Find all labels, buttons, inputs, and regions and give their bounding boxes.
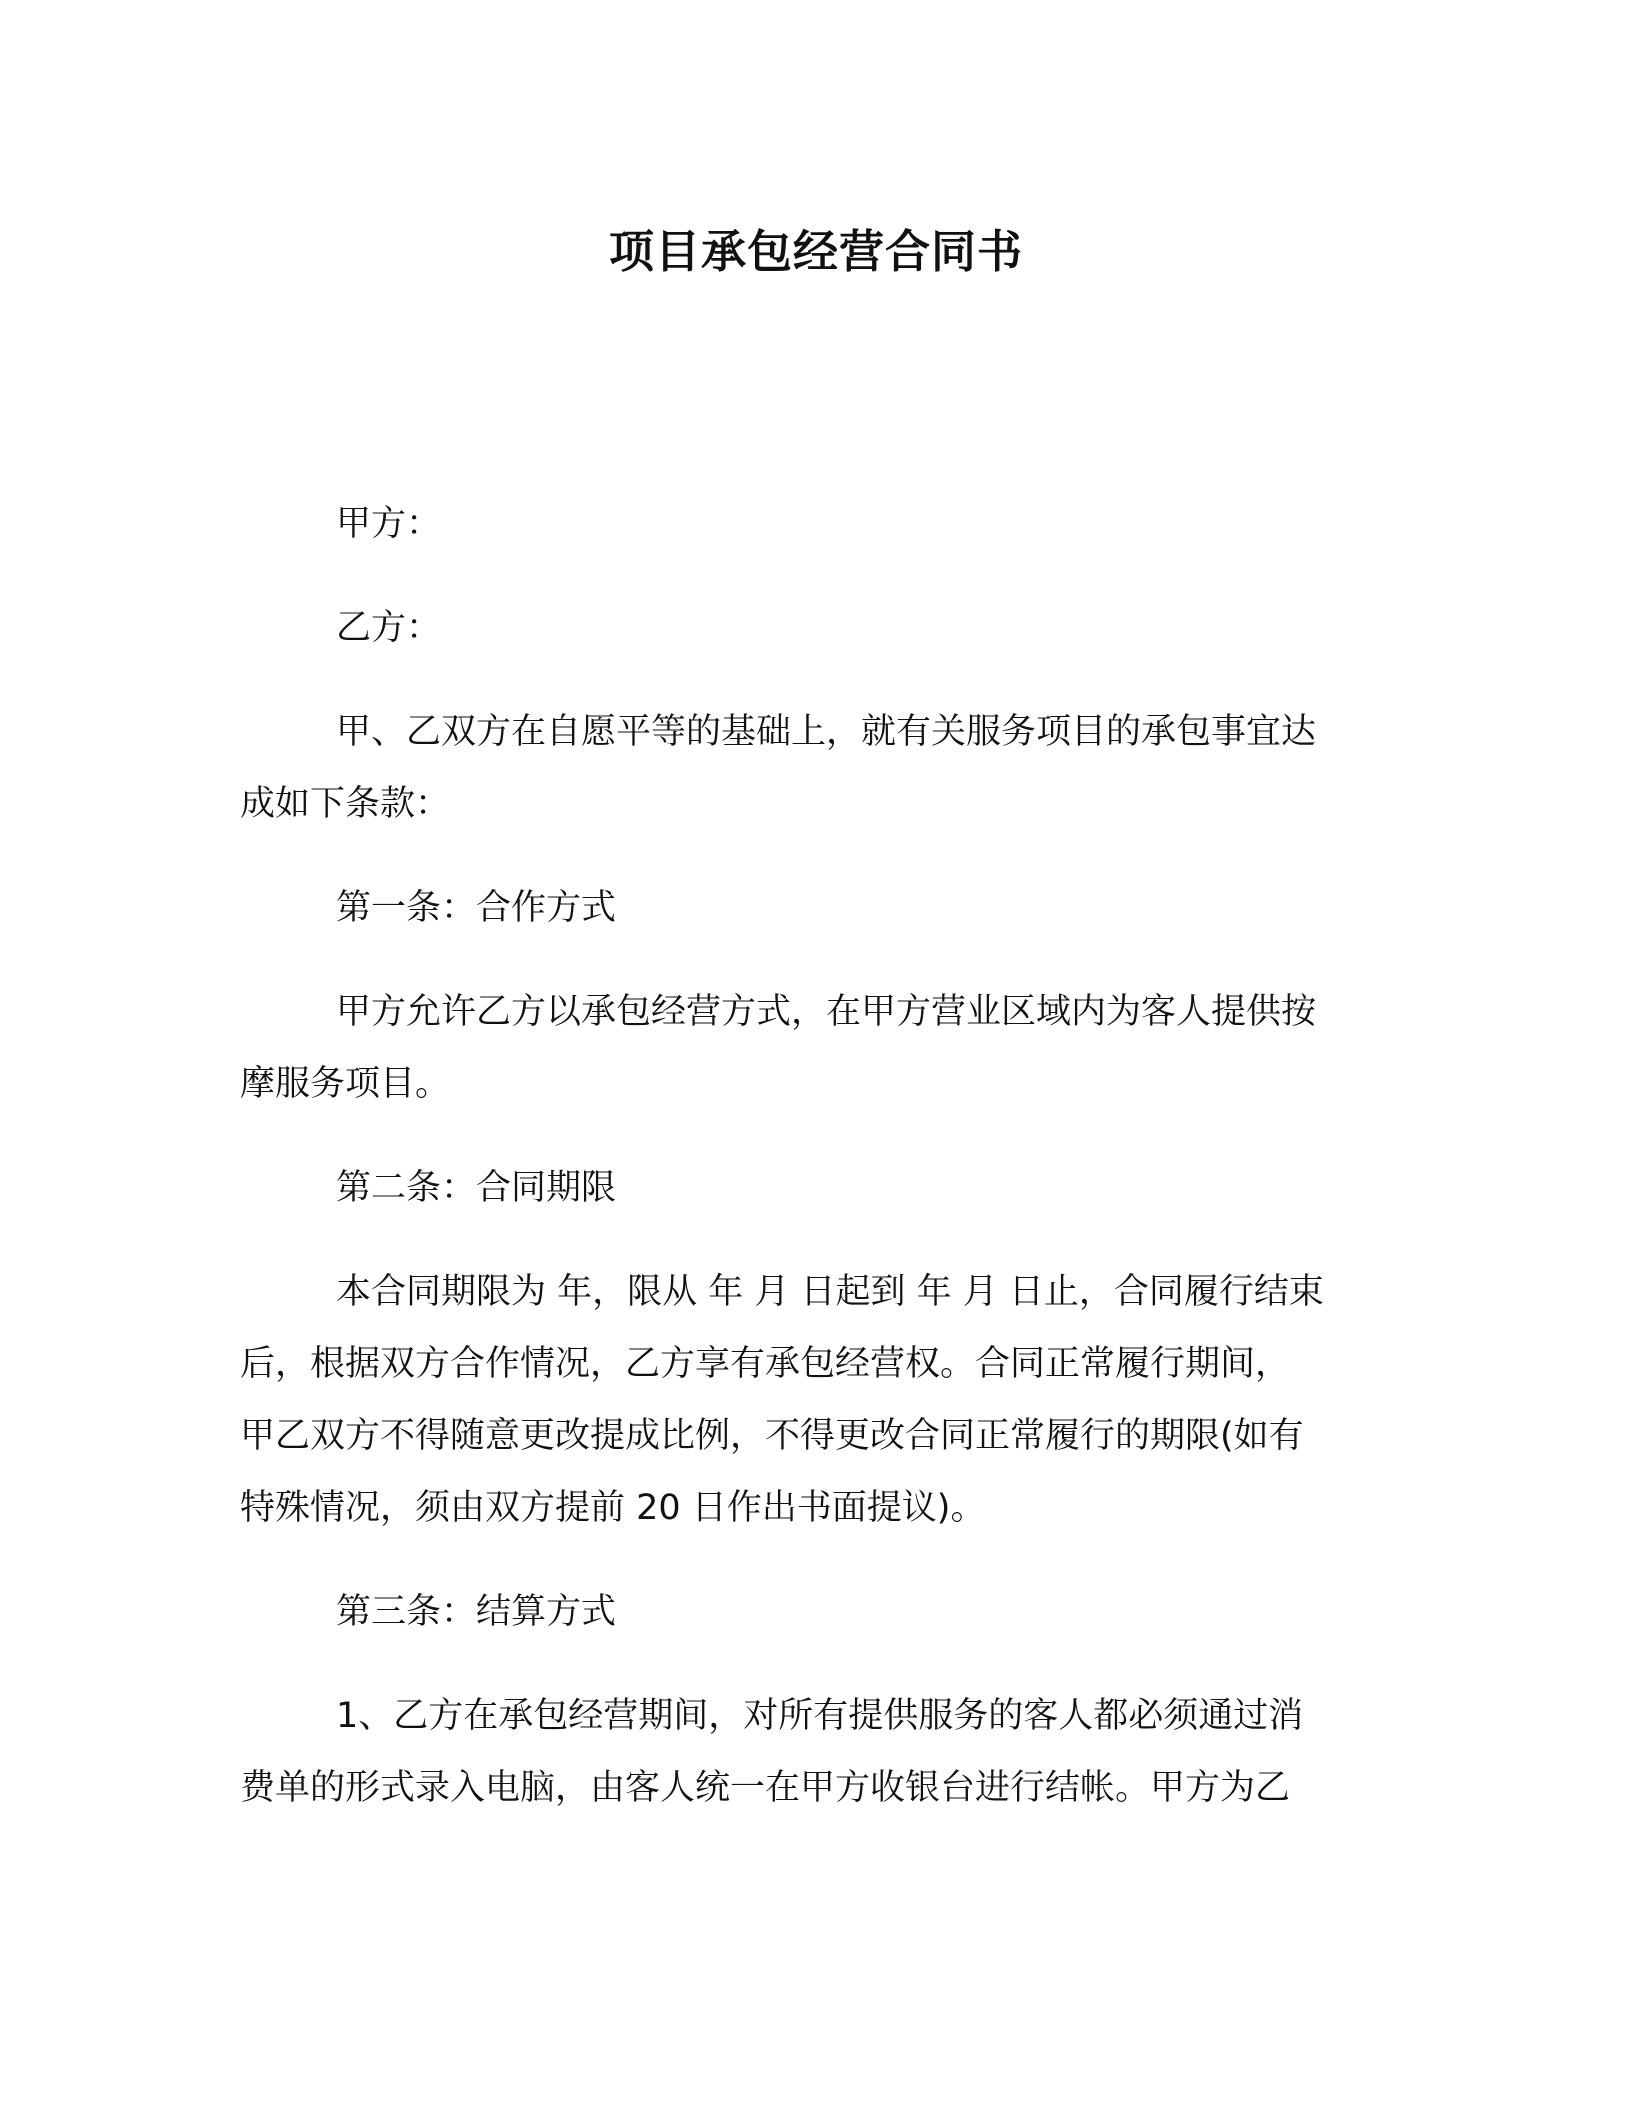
paragraph-intro	[240, 696, 1390, 840]
paragraph-party-b	[240, 592, 1390, 664]
paragraph-article-2	[240, 1256, 1390, 1544]
paragraph-party-a	[240, 488, 1390, 560]
text-line: 1、乙方在承包经营期间，对所有提供服务的客人都必须通过消	[336, 1696, 1304, 1736]
paragraph-article-3-item-1	[240, 1680, 1390, 1824]
text-line: 第二条：合同期限	[336, 1168, 617, 1208]
text-line: 乙方：	[336, 608, 442, 648]
text-line: 第一条：合作方式	[336, 888, 617, 928]
heading-article-2	[240, 1152, 1390, 1224]
heading-article-1	[240, 872, 1390, 944]
text-line: 甲方允许乙方以承包经营方式，在甲方营业区域内为客人提供按	[336, 992, 1317, 1032]
text-line: 特殊情况，须由双方提前 20 日作出书面提议)。	[240, 1488, 986, 1528]
text-line: 费单的形式录入电脑，由客人统一在甲方收银台进行结帐。甲方为乙	[240, 1768, 1291, 1808]
text-line: 摩服务项目。	[240, 1064, 451, 1104]
text-line: 甲、乙双方在自愿平等的基础上，就有关服务项目的承包事宜达	[336, 712, 1317, 752]
text-line: 甲方：	[336, 504, 442, 544]
document-title: 项目承包经营合同书	[608, 225, 1023, 278]
text-line: 本合同期限为 年，限从 年 月 日起到 年 月 日止，合同履行结束	[336, 1272, 1324, 1312]
heading-article-3	[240, 1576, 1390, 1648]
text-line: 第三条：结算方式	[336, 1592, 617, 1632]
text-line: 后，根据双方合作情况，乙方享有承包经营权。合同正常履行期间，	[240, 1344, 1291, 1384]
text-line: 成如下条款：	[240, 784, 451, 824]
paragraph-article-1	[240, 976, 1390, 1120]
text-line: 甲乙双方不得随意更改提成比例，不得更改合同正常履行的期限(如有	[240, 1416, 1304, 1456]
document-body	[240, 488, 1390, 1856]
